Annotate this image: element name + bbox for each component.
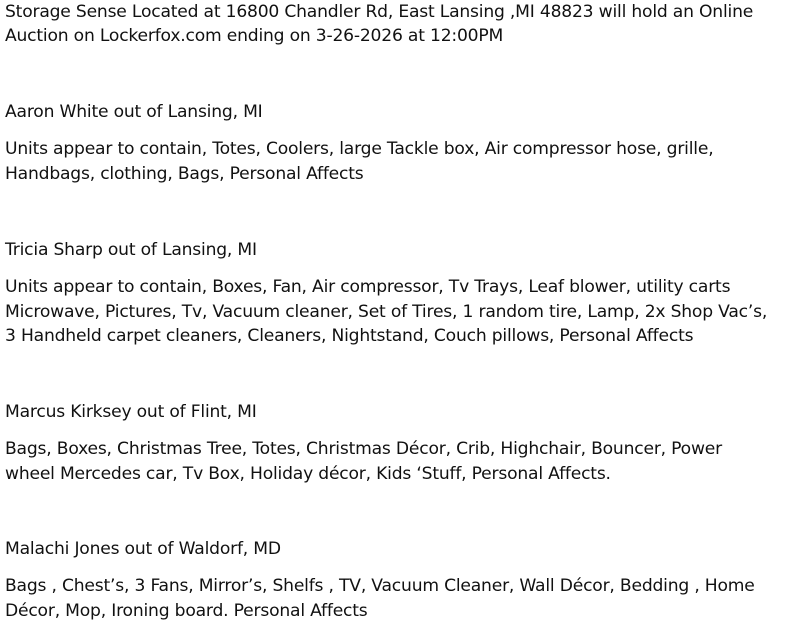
intro-line: Storage Sense Located at 16800 Chandler Rd, East Lansing ,MI 48823 will hold an Online bbox=[5, 2, 754, 22]
contents-line: Microwave, Pictures, Tv, Vacuum cleaner, Set of Tires, 1 random tire, Lamp, 2x Shop Vac’s, bbox=[5, 301, 768, 322]
tenant-name: Tricia Sharp out of Lansing, MI bbox=[5, 240, 257, 260]
tenant-contents bbox=[5, 437, 785, 486]
contents-line: Décor, Mop, Ironing board. Personal Affects bbox=[5, 600, 368, 621]
tenant-contents bbox=[5, 574, 785, 623]
contents-line: Units appear to contain, Boxes, Fan, Air compressor, Tv Trays, Leaf blower, utility carts bbox=[5, 277, 731, 298]
tenant-contents bbox=[5, 275, 785, 348]
tenant-name: Aaron White out of Lansing, MI bbox=[5, 102, 263, 122]
contents-line: wheel Mercedes car, Tv Box, Holiday décor, Kids ‘Stuff, Personal Affects. bbox=[5, 463, 611, 484]
tenant-entry bbox=[5, 537, 785, 623]
intro-line: Auction on Lockerfox.com ending on 3-26-2026 at 12:00PM bbox=[5, 26, 504, 47]
tenant-entry bbox=[5, 100, 785, 186]
contents-line: Bags , Chest’s, 3 Fans, Mirror’s, Shelfs , TV, Vacuum Cleaner, Wall Décor, Bedding , Home bbox=[5, 576, 755, 597]
contents-line: Bags, Boxes, Christmas Tree, Totes, Christmas Décor, Crib, Highchair, Bouncer, Power bbox=[5, 439, 722, 460]
tenant-name: Malachi Jones out of Waldorf, MD bbox=[5, 539, 281, 559]
contents-line: 3 Handheld carpet cleaners, Cleaners, Nightstand, Couch pillows, Personal Affects bbox=[5, 326, 694, 347]
auction-intro bbox=[5, 0, 785, 49]
contents-line: Units appear to contain, Totes, Coolers, large Tackle box, Air compressor hose, grille, bbox=[5, 139, 714, 160]
tenant-name: Marcus Kirksey out of Flint, MI bbox=[5, 402, 257, 422]
tenant-contents bbox=[5, 137, 785, 186]
contents-line: Handbags, clothing, Bags, Personal Affects bbox=[5, 163, 364, 184]
tenant-entry bbox=[5, 400, 785, 486]
tenant-entry bbox=[5, 238, 785, 349]
